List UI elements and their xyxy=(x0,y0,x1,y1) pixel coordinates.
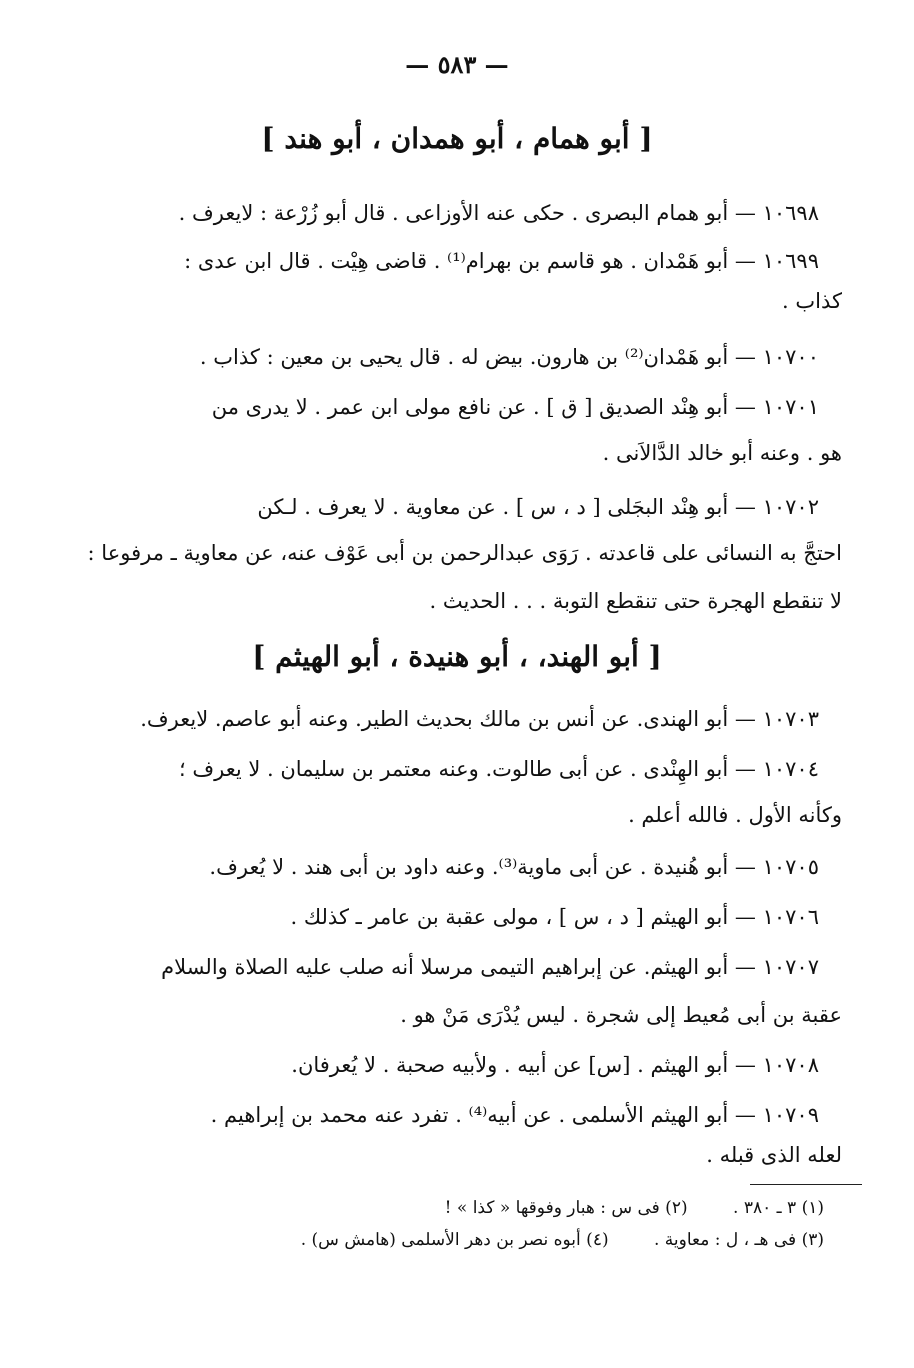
entry-line: ١٠٧٠٧ — أبو الهيثم. عن إبراهيم التيمى مرسلا أنه صلب عليه الصلاة والسلام xyxy=(161,955,819,979)
footnote-divider xyxy=(750,1184,862,1185)
entry-line: لا تنقطع الهجرة حتى تنقطع التوبة . . . الحديث . xyxy=(429,589,842,613)
entry-line: ١٠٧٠٦ — أبو الهيثم [ د ، س ] ، مولى عقبة بن عامر ـ كذلك . xyxy=(290,905,819,929)
section-header: [ أبو الهند، ، أبو هنيدة ، أبو الهيثم ] xyxy=(252,640,662,673)
entry-line: لعله الذى قبله . xyxy=(706,1143,842,1167)
entry-line: كذاب . xyxy=(782,289,842,313)
entry-line: ١٠٧٠٤ — أبو الهِنْدى . عن أبى طالوت. وعنه معتمر بن سليمان . لا يعرف ؛ xyxy=(179,757,819,781)
page-number: — ٥٨٣ — xyxy=(405,50,509,79)
entry-line: ١٠٧٠٨ — أبو الهيثم . [س] عن أبيه . ولأبيه صحبة . لا يُعرفان. xyxy=(291,1053,819,1077)
entry-line: هو . وعنه أبو خالد الدَّالاَنى . xyxy=(602,441,842,465)
entry-line: ١٠٦٩٩ — أبو هَمْدان . هو قاسم بن بهرام⁽¹⁾ . قاضى هِيْت . قال ابن عدى : xyxy=(184,249,819,273)
entry-line: ١٠٧٠٩ — أبو الهيثم الأسلمى . عن أبيه⁽⁴⁾ . تفرد عنه محمد بن إبراهيم . xyxy=(210,1103,819,1127)
entry-line: ١٠٧٠٣ — أبو الهندى. عن أنس بن مالك بحديث الطير. وعنه أبو عاصم. لايعرف. xyxy=(140,707,819,731)
section-header: [ أبو همام ، أبو همدان ، أبو هند ] xyxy=(261,122,653,155)
footnote-line xyxy=(261,1230,824,1250)
entry-line: ١٠٧٠٢ — أبو هِنْد البجَلى [ د ، س ] . عن معاوية . لا يعرف . لـكن xyxy=(257,495,819,519)
entry-line: عقبة بن أبى مُعيط إلى شجرة . ليس يُدْرَى مَنْ هو . xyxy=(400,1003,842,1027)
entry-line: ١٠٧٠١ — أبو هِنْد الصديق [ ق ] . عن نافع مولى ابن عمر . لا يدرى من xyxy=(211,395,819,419)
footnote: (٢) فى س : هبار وفوقها « كذا » ! xyxy=(444,1198,688,1218)
entry-line: ١٠٦٩٨ — أبو همام البصرى . حكى عنه الأوزاعى . قال أبو زُرْعة : لايعرف . xyxy=(178,201,819,225)
footnote-line xyxy=(405,1198,824,1218)
footnote: (١) ٣ ـ ٣٨٠ . xyxy=(733,1198,824,1218)
entry-line: احتجَّ به النسائى على قاعدته . رَوَى عبدالرحمن بن أبى عَوْف عنه، عن معاوية ـ مرفوعا : xyxy=(87,541,842,565)
entry-line: ١٠٧٠٠ — أبو هَمْدان⁽²⁾ بن هارون. بيض له . قال يحيى بن معين : كذاب . xyxy=(199,345,819,369)
entry-line: ١٠٧٠٥ — أبو هُنيدة . عن أبى ماوية⁽³⁾. وعنه داود بن أبى هند . لا يُعرف. xyxy=(209,855,819,879)
entry-line: وكأنه الأول . فالله أعلم . xyxy=(628,803,842,827)
footnote: (٣) فى هـ ، ل : معاوية . xyxy=(654,1230,824,1250)
footnote: (٤) أبوه نصر بن دهر الأسلمى (هامش س) . xyxy=(300,1230,609,1250)
